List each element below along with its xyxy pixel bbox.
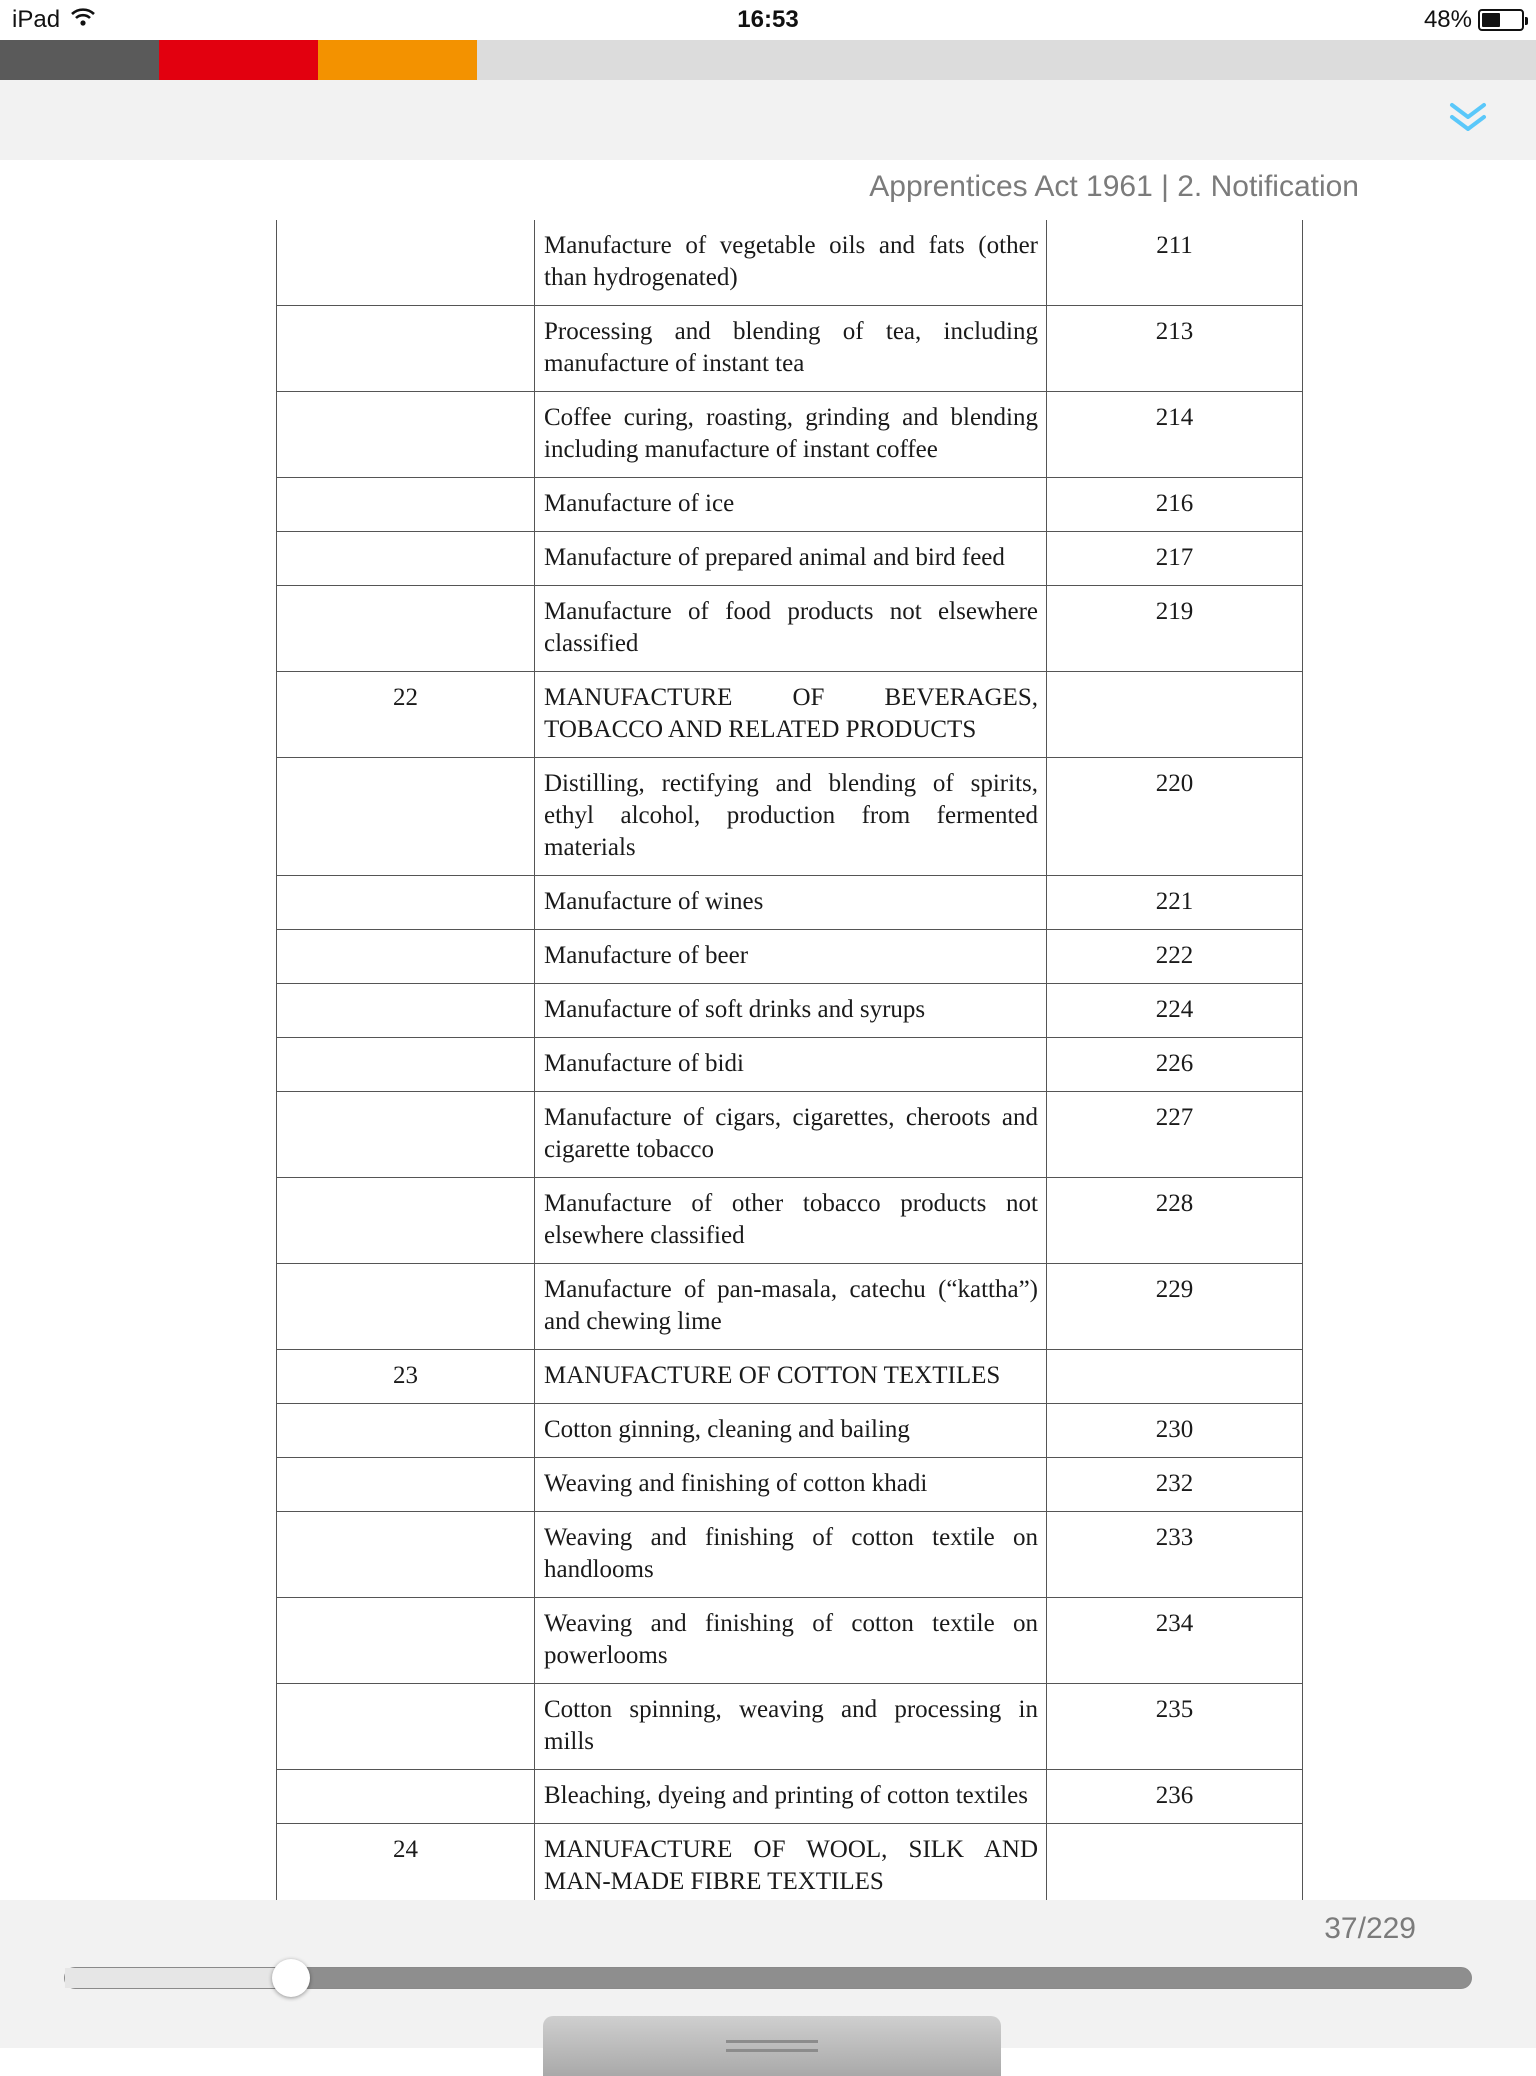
division-cell — [276, 930, 534, 983]
table-row — [276, 1038, 1303, 1092]
page-slider-thumb[interactable] — [272, 1959, 310, 1997]
code-cell: 228 — [1046, 1178, 1303, 1263]
description-cell: Manufacture of other tobacco products not elsewhere classified — [534, 1178, 1046, 1263]
description-cell: Manufacture of vegetable oils and fats (other than hydrogenated) — [534, 220, 1046, 305]
division-cell: 23 — [276, 1350, 534, 1403]
division-cell — [276, 586, 534, 671]
code-cell: 217 — [1046, 532, 1303, 585]
code-cell: 216 — [1046, 478, 1303, 531]
description-cell: Manufacture of beer — [534, 930, 1046, 983]
division-cell — [276, 758, 534, 875]
table-row — [276, 1264, 1303, 1350]
code-cell: 214 — [1046, 392, 1303, 477]
division-cell — [276, 532, 534, 585]
table-row — [276, 1092, 1303, 1178]
status-right — [1424, 6, 1524, 34]
toolbar — [0, 80, 1536, 160]
battery-percent: 48% — [1423, 6, 1472, 33]
code-cell: 234 — [1046, 1598, 1303, 1683]
table-row — [276, 930, 1303, 984]
division-cell: 24 — [276, 1824, 534, 1909]
description-cell: MANUFACTURE OF WOOL, SILK AND MAN-MADE FIBRE TEXTILES — [534, 1824, 1046, 1909]
clock: 16:53 — [737, 6, 799, 33]
code-cell: 213 — [1046, 306, 1303, 391]
division-cell — [276, 1458, 534, 1511]
division-cell: 22 — [276, 672, 534, 757]
table-row — [276, 532, 1303, 586]
code-cell — [1046, 1350, 1303, 1403]
battery-level — [1482, 13, 1500, 27]
code-cell: 211 — [1046, 220, 1303, 305]
table-row — [276, 1404, 1303, 1458]
code-cell: 232 — [1046, 1458, 1303, 1511]
table-row — [276, 1512, 1303, 1598]
description-cell: MANUFACTURE OF BEVERAGES, TOBACCO AND RELATED PRODUCTS — [534, 672, 1046, 757]
grip-line — [726, 2040, 818, 2043]
description-cell: Cotton ginning, cleaning and bailing — [534, 1404, 1046, 1457]
code-cell: 230 — [1046, 1404, 1303, 1457]
code-cell: 233 — [1046, 1512, 1303, 1597]
description-cell: Coffee curing, roasting, grinding and blending including manufacture of instant coffee — [534, 392, 1046, 477]
division-cell — [276, 392, 534, 477]
division-cell — [276, 1178, 534, 1263]
drawer-handle[interactable] — [543, 2016, 1001, 2076]
table-row — [276, 1770, 1303, 1824]
table-row — [276, 984, 1303, 1038]
division-cell — [276, 1092, 534, 1177]
description-cell: Weaving and finishing of cotton textile on powerlooms — [534, 1598, 1046, 1683]
classification-table — [276, 220, 1303, 1895]
division-cell — [276, 1684, 534, 1769]
description-cell: Manufacture of cigars, cigarettes, cheroots and cigarette tobacco — [534, 1092, 1046, 1177]
description-cell: Processing and blending of tea, including manufacture of instant tea — [534, 306, 1046, 391]
battery-icon — [1478, 9, 1524, 31]
table-row — [276, 672, 1303, 758]
division-cell — [276, 1598, 534, 1683]
division-cell — [276, 220, 534, 305]
table-row — [276, 876, 1303, 930]
table-row — [276, 220, 1303, 306]
description-cell: Manufacture of soft drinks and syrups — [534, 984, 1046, 1037]
page-indicator: 37/229 — [1324, 1912, 1416, 1945]
description-cell: Weaving and finishing of cotton textile on handlooms — [534, 1512, 1046, 1597]
code-cell: 221 — [1046, 876, 1303, 929]
division-cell — [276, 1038, 534, 1091]
code-cell: 235 — [1046, 1684, 1303, 1769]
description-cell: Manufacture of food products not elsewhere classified — [534, 586, 1046, 671]
code-cell: 219 — [1046, 586, 1303, 671]
stripe-gray — [0, 40, 159, 80]
division-cell — [276, 1404, 534, 1457]
table-row — [276, 586, 1303, 672]
double-chevron-down-icon — [1448, 101, 1488, 135]
division-cell — [276, 1264, 534, 1349]
device-label: iPad — [12, 6, 61, 33]
table-row — [276, 1178, 1303, 1264]
description-cell: Weaving and finishing of cotton khadi — [534, 1458, 1046, 1511]
code-cell: 226 — [1046, 1038, 1303, 1091]
code-cell: 222 — [1046, 930, 1303, 983]
bottom-bar — [0, 1900, 1536, 2048]
page-slider-progress — [65, 1968, 292, 1988]
division-cell — [276, 1770, 534, 1823]
description-cell: MANUFACTURE OF COTTON TEXTILES — [534, 1350, 1046, 1403]
code-cell: 236 — [1046, 1770, 1303, 1823]
description-cell: Bleaching, dyeing and printing of cotton textiles — [534, 1770, 1046, 1823]
description-cell: Distilling, rectifying and blending of spirits, ethyl alcohol, production from fermented materials — [534, 758, 1046, 875]
description-cell: Manufacture of pan-masala, catechu (“kattha”) and chewing lime — [534, 1264, 1046, 1349]
table-row — [276, 392, 1303, 478]
table-row — [276, 1350, 1303, 1404]
division-cell — [276, 876, 534, 929]
code-cell: 220 — [1046, 758, 1303, 875]
table-row — [276, 1684, 1303, 1770]
expand-toolbar-button[interactable] — [1438, 88, 1498, 148]
description-cell: Cotton spinning, weaving and processing in mills — [534, 1684, 1046, 1769]
description-cell: Manufacture of prepared animal and bird feed — [534, 532, 1046, 585]
table-row — [276, 478, 1303, 532]
description-cell: Manufacture of ice — [534, 478, 1046, 531]
stripe-red — [159, 40, 318, 80]
table-row — [276, 1598, 1303, 1684]
division-cell — [276, 478, 534, 531]
table-row — [276, 1824, 1303, 1910]
battery-tip — [1525, 17, 1528, 25]
description-cell: Manufacture of bidi — [534, 1038, 1046, 1091]
code-cell: 227 — [1046, 1092, 1303, 1177]
code-cell — [1046, 672, 1303, 757]
chapter-color-bar — [0, 40, 1536, 80]
code-cell — [1046, 1824, 1303, 1909]
page-header: Apprentices Act 1961 | 2. Notification — [869, 170, 1359, 203]
status-bar — [0, 0, 1536, 40]
division-cell — [276, 1512, 534, 1597]
description-cell: Manufacture of wines — [534, 876, 1046, 929]
code-cell: 229 — [1046, 1264, 1303, 1349]
table-row — [276, 758, 1303, 876]
table-row — [276, 306, 1303, 392]
code-cell: 224 — [1046, 984, 1303, 1037]
table-row — [276, 1458, 1303, 1512]
division-cell — [276, 984, 534, 1037]
division-cell — [276, 306, 534, 391]
grip-line — [726, 2049, 818, 2052]
stripe-orange — [318, 40, 477, 80]
